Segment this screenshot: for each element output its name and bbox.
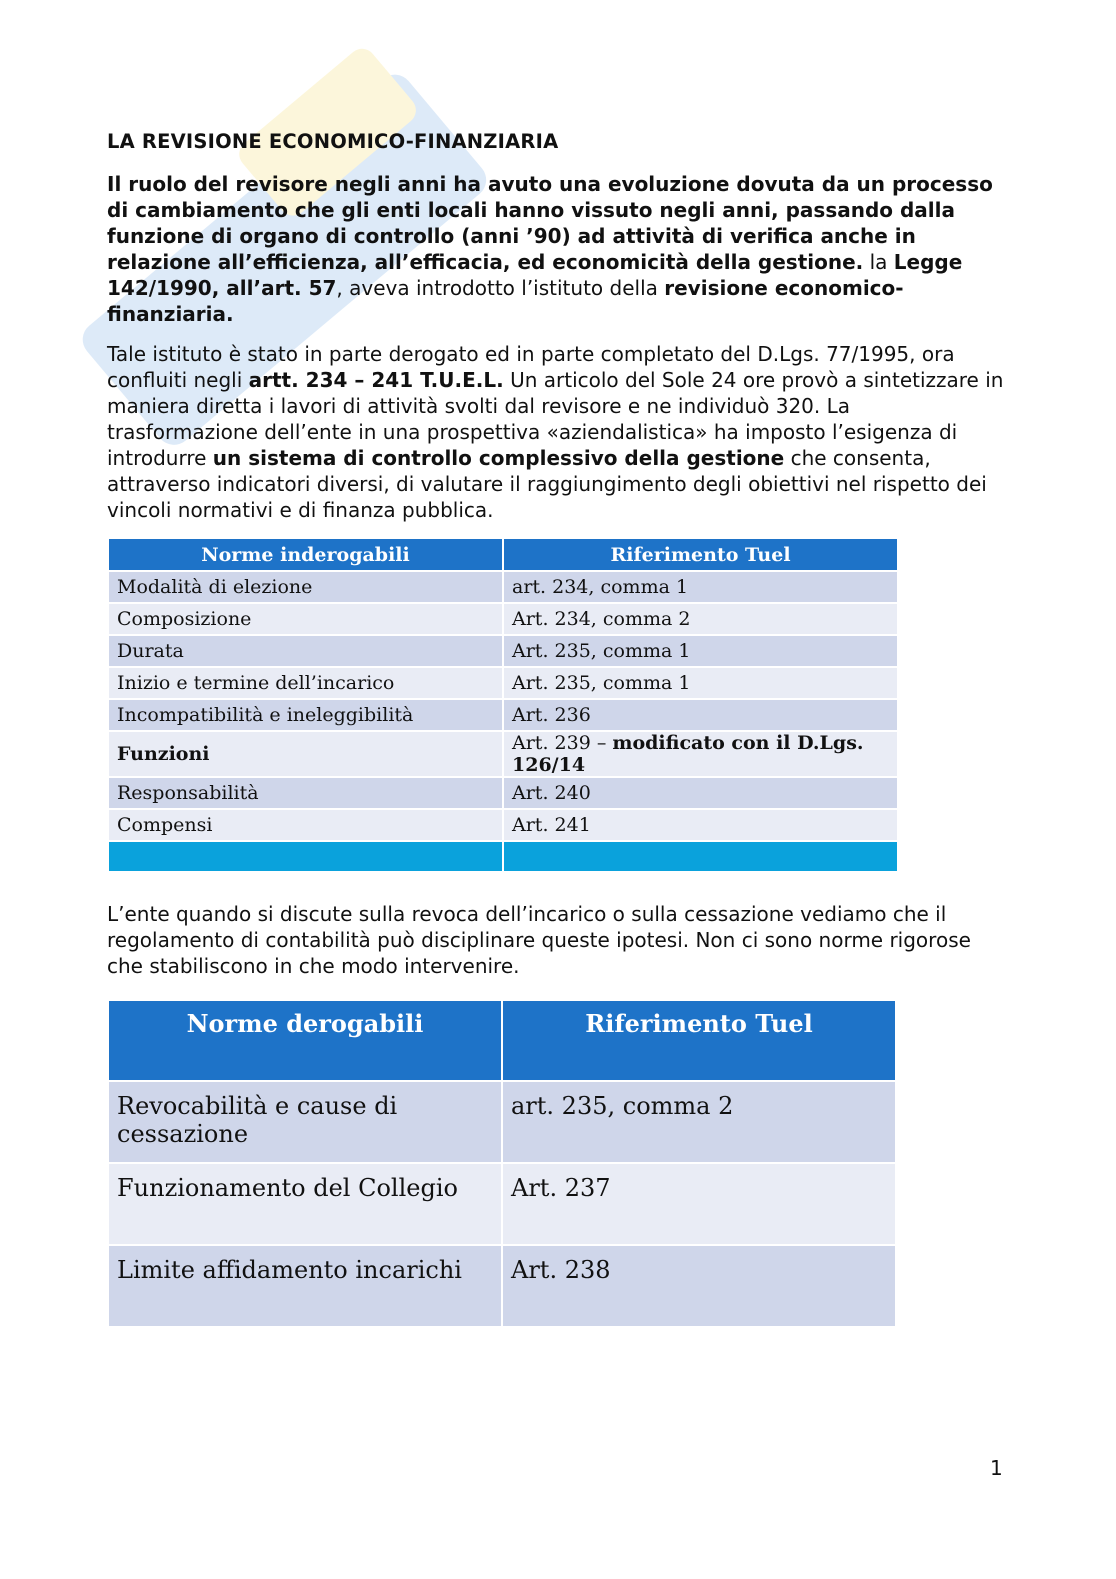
table-norme-inderogabili [107, 537, 899, 873]
second-paragraph [107, 341, 1007, 523]
p2-text-3: che consenta, attraverso indicatori diversi, di valutare il raggiungimento degli obiettivi nel rispetto dei vincoli normativi e di finanza pubblica. [107, 446, 987, 522]
riferimento-cell: Art. 235, comma 1 [503, 667, 898, 699]
riferimento-cell: Art. 240 [503, 777, 898, 809]
riferimento-bold-note: modificato con il D.Lgs. 126/14 [512, 732, 864, 776]
table-row [108, 699, 898, 731]
riferimento-text: Art. 239 – [512, 732, 613, 754]
table2-header-row [108, 1000, 896, 1081]
intro-law-reference: Legge 142/1990, all’art. 57 [107, 250, 963, 300]
footer-cell [108, 841, 503, 872]
intro-text-2: , aveva introdotto l’istituto della [336, 276, 665, 300]
intro-text-1: la [863, 250, 894, 274]
footer-cell [503, 841, 898, 872]
table1-footer-row [108, 841, 898, 872]
riferimento-cell: Art. 234, comma 2 [503, 603, 898, 635]
table1-header-norme: Norme inderogabili [108, 538, 503, 571]
norma-cell: Limite affidamento incarichi [108, 1245, 502, 1327]
riferimento-cell: art. 235, comma 2 [502, 1081, 896, 1163]
table-row [108, 1163, 896, 1245]
norma-cell: Funzioni [108, 731, 503, 777]
p2-bold-2: un sistema di controllo complessivo della gestione [212, 446, 785, 470]
riferimento-cell: Art. 237 [502, 1163, 896, 1245]
norma-cell: Composizione [108, 603, 503, 635]
riferimento-cell: Art. 241 [503, 809, 898, 841]
table2-header-riferimento: Riferimento Tuel [502, 1000, 896, 1081]
table-row [108, 571, 898, 603]
norma-cell: Compensi [108, 809, 503, 841]
norma-cell: Modalità di elezione [108, 571, 503, 603]
table-row [108, 1245, 896, 1327]
third-paragraph: L’ente quando si discute sulla revoca dell’incarico o sulla cessazione vediamo che il regolamento di contabilità può disciplinare queste ipotesi. Non ci sono norme rigorose che stabiliscono in che modo intervenire. [107, 902, 971, 978]
table-row [108, 635, 898, 667]
intro-paragraph [107, 171, 1007, 327]
table-row [108, 1081, 896, 1163]
norma-cell: Funzionamento del Collegio [108, 1163, 502, 1245]
riferimento-cell: Art. 235, comma 1 [503, 635, 898, 667]
p2-text-1: Tale istituto è stato in parte derogato ed in parte completato del D.Lgs. 77/1995, ora confluiti negli [107, 342, 955, 392]
page-number: 1 [990, 1456, 1003, 1480]
p2-bold-1: artt. 234 – 241 T.U.E.L. [248, 368, 504, 392]
table1-header-riferimento: Riferimento Tuel [503, 538, 898, 571]
riferimento-cell: art. 234, comma 1 [503, 571, 898, 603]
riferimento-cell [503, 731, 898, 777]
table-row [108, 667, 898, 699]
document-page [107, 130, 1007, 1328]
table-row [108, 809, 898, 841]
norma-cell: Incompatibilità e ineleggibilità [108, 699, 503, 731]
table-row [108, 731, 898, 777]
table-norme-derogabili [107, 999, 897, 1328]
riferimento-cell: Art. 236 [503, 699, 898, 731]
table-row [108, 777, 898, 809]
norma-cell: Inizio e termine dell’incarico [108, 667, 503, 699]
table2-header-norme: Norme derogabili [108, 1000, 502, 1081]
table1-header-row [108, 538, 898, 571]
riferimento-cell: Art. 238 [502, 1245, 896, 1327]
norma-cell: Responsabilità [108, 777, 503, 809]
p2-text-2: Un articolo del Sole 24 ore provò a sintetizzare in maniera diretta i lavori di attività svolti dal revisore e ne individuò 320. La trasformazione dell’ente in una prospettiva «aziendalistica» ha imposto l’esigenza di introdurre [107, 368, 1004, 470]
norma-cell: Revocabilità e cause di cessazione [108, 1081, 502, 1163]
table-row [108, 603, 898, 635]
page-title: LA REVISIONE ECONOMICO-FINANZIARIA [107, 130, 559, 153]
intro-bold-end: revisione economico-finanziaria. [107, 276, 904, 326]
intro-bold-text: Il ruolo del revisore negli anni ha avuto una evoluzione dovuta da un processo di cambiamento che gli enti locali hanno vissuto negli anni, passando dalla funzione di organo di controllo (anni ’90) ad attività di verifica anche in relazione all’efficienza, all’efficacia, ed economicità della gestione. [107, 172, 993, 274]
norma-cell: Durata [108, 635, 503, 667]
